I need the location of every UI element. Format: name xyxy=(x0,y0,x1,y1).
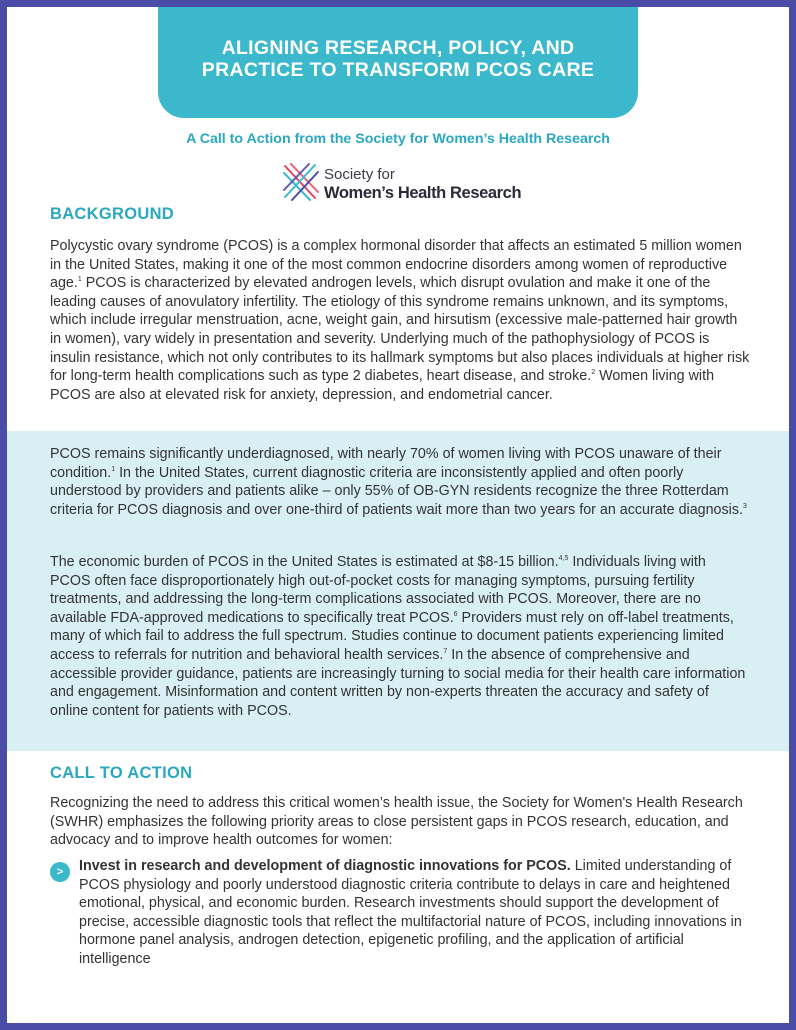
title-line-1: ALIGNING RESEARCH, POLICY, AND xyxy=(221,37,575,59)
title-banner xyxy=(158,7,638,118)
footnote-ref: 3 xyxy=(742,503,747,511)
p1-text-b: PCOS is characterized by elevated androgen levels, which disrupt ovulation and make it one of the leading causes of anovulatory infertility. The etiology of this syndrome remains unknown, and its symptoms, which include irregular menstruation, acne, weight gain, and hirsutism (excessive male-patterned hair growth in women), vary widely in presentation and severity. Underlying much of the pathophysiology of PCOS is insulin resistance, which not only contributes to its hallmark symptoms but also places individuals at higher risk for long-term health complications such as type 2 diabetes, heart disease, and stroke. xyxy=(50,275,750,385)
swhr-logo-mark-icon xyxy=(282,162,320,202)
priority-item-1-lead: Invest in research and development of diagnostic innovations for PCOS. xyxy=(79,858,571,874)
footnote-ref: 2 xyxy=(591,369,596,377)
chevron-right-icon: > xyxy=(50,862,70,882)
p1-text-c: Women living with PCOS are also at elevated risk for anxiety, depression, and endometrial cancer. xyxy=(50,368,715,403)
swhr-logo xyxy=(282,162,542,206)
background-paragraph-2 xyxy=(50,445,750,519)
p2-text-a: PCOS remains significantly underdiagnosed, with nearly 70% of women living with PCOS unaware of their condition. xyxy=(50,446,722,481)
footnote-ref: 1 xyxy=(111,465,116,473)
background-heading: BACKGROUND xyxy=(50,205,174,223)
p3-text-b: Individuals living with PCOS often face disproportionately high out-of-pocket costs for managing symptoms, pursuing fertility treatments, and addressing the long-term complications associated with PCOS. Moreover, there are no available FDA-approved medications to specifically treat PCOS. xyxy=(50,554,706,626)
footnote-ref: 7 xyxy=(443,648,448,656)
logo-text-line-1: Society for xyxy=(324,166,395,183)
background-paragraph-3 xyxy=(50,553,750,720)
p2-text-b: In the United States, current diagnostic criteria are inconsistently applied and often poorly understood by providers and patients alike – only 55% of OB-GYN residents recognize the three Rotterdam criteria for PCOS diagnosis and over one-third of patients wait more than two years for an accurate diagnosis. xyxy=(50,464,743,518)
footnote-ref: 6 xyxy=(453,611,458,619)
p3-text-a: The economic burden of PCOS in the United States is estimated at $8-15 billion. xyxy=(50,554,559,570)
background-paragraph-1 xyxy=(50,237,750,404)
title-line-2: PRACTICE TO TRANSFORM PCOS CARE xyxy=(201,59,595,81)
document-subtitle: A Call to Action from the Society for Women’s Health Research xyxy=(186,131,610,147)
p1-text-a: Polycystic ovary syndrome (PCOS) is a complex hormonal disorder that affects an estimated 5 million women in the United States, making it one of the most common endocrine disorders among women of reproductive age. xyxy=(50,238,742,292)
logo-text-line-2: Women’s Health Research xyxy=(324,184,522,202)
document-page xyxy=(7,7,789,1023)
call-to-action-heading: CALL TO ACTION xyxy=(50,764,193,782)
document-title xyxy=(158,37,638,81)
p3-text-c: Providers must rely on off-label treatments, many of which fail to address the full spectrum. Studies continue to document patients experiencing limited access to referrals for nutrition and behavioral health services. xyxy=(50,609,734,663)
priority-item-1 xyxy=(79,857,751,969)
footnote-ref: 4,5 xyxy=(558,555,569,563)
p3-text-d: In the absence of comprehensive and accessible provider guidance, patients are increasingly turning to social media for their health care information and engagement. Misinformation and content written by non-experts threaten the accuracy and safety of online content for patients with PCOS. xyxy=(50,646,746,719)
call-to-action-intro: Recognizing the need to address this critical women’s health issue, the Society for Women's Health Research (SWHR) emphasizes the following priority areas to close persistent gaps in PCOS research, education, and advocacy and to improve health outcomes for women: xyxy=(50,795,743,849)
priority-item-1-body: Limited understanding of PCOS physiology and poorly understood diagnostic criteria contribute to delays in care and heightened emotional, physical, and economic burden. Research investments should support the development of precise, accessible diagnostic tools that reflect the multifactorial nature of PCOS, including innovations in hormone panel analysis, androgen detection, epigenetic profiling, and the application of artificial intelligence xyxy=(79,858,742,967)
footnote-ref: 1 xyxy=(77,276,82,284)
